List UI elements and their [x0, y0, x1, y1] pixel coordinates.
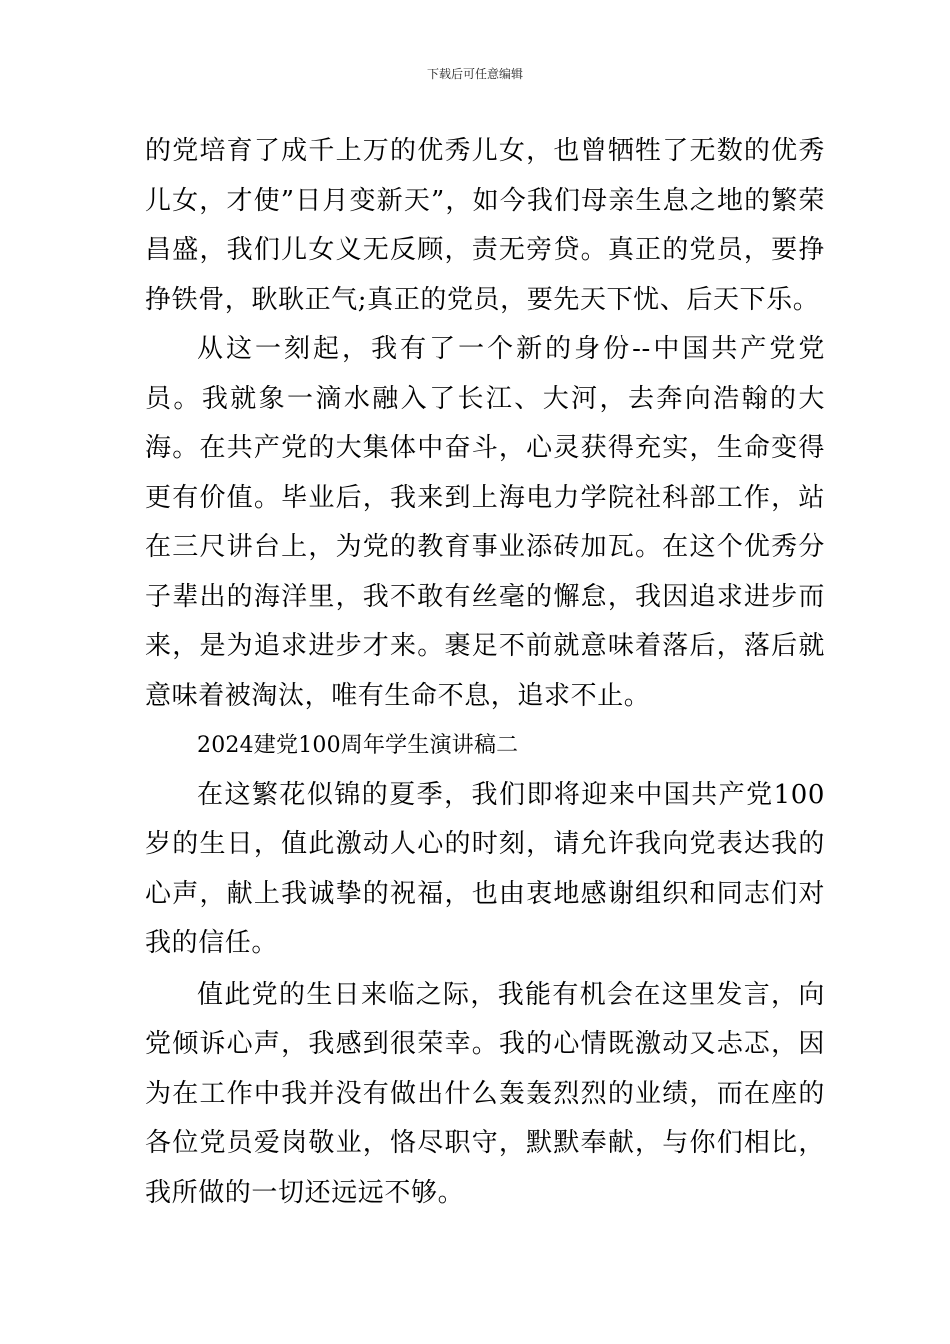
paragraph-1: 的党培育了成千上万的优秀儿女，也曾牺牲了无数的优秀儿女，才使”日月变新天”，如今我们母亲生息之地的繁荣昌盛，我们儿女义无反顾，责无旁贷。真正的党员，要挣挣铁骨，耿耿正气;真正的党员，要先天下忧、后天下乐。 — [145, 136, 825, 315]
document-body — [145, 127, 825, 1218]
paragraph-4: 值此党的生日来临之际，我能有机会在这里发言，向党倾诉心声，我感到很荣幸。我的心情既激动又忐忑，因为在工作中我并没有做出什么轰轰烈烈的业绩，而在座的各位党员爱岗敬业，恪尽职守，默默奉献，与你们相比，我所做的一切还远远不够。 — [145, 979, 825, 1208]
paragraph-2: 从这一刻起，我有了一个新的身份--中国共产党党员。我就象一滴水融入了长江、大河，去奔向浩翰的大海。在共产党的大集体中奋斗，心灵获得充实，生命变得更有价值。毕业后，我来到上海电力学院社科部工作，站在三尺讲台上，为党的教育事业添砖加瓦。在这个优秀分子辈出的海洋里，我不敢有丝毫的懈怠，我因追求进步而来，是为追求进步才来。裹足不前就意味着落后，落后就意味着被淘汰，唯有生命不息，追求不止。 — [145, 334, 825, 711]
page-header: 下载后可任意编辑 — [426, 67, 523, 81]
paragraph-3: 在这繁花似锦的夏季，我们即将迎来中国共产党100岁的生日，值此激动人心的时刻，请允许我向党表达我的心声，献上我诚挚的祝福，也由衷地感谢组织和同志们对我的信任。 — [145, 779, 825, 958]
section-subtitle: 2024建党100周年学生演讲稿二 — [197, 733, 519, 758]
